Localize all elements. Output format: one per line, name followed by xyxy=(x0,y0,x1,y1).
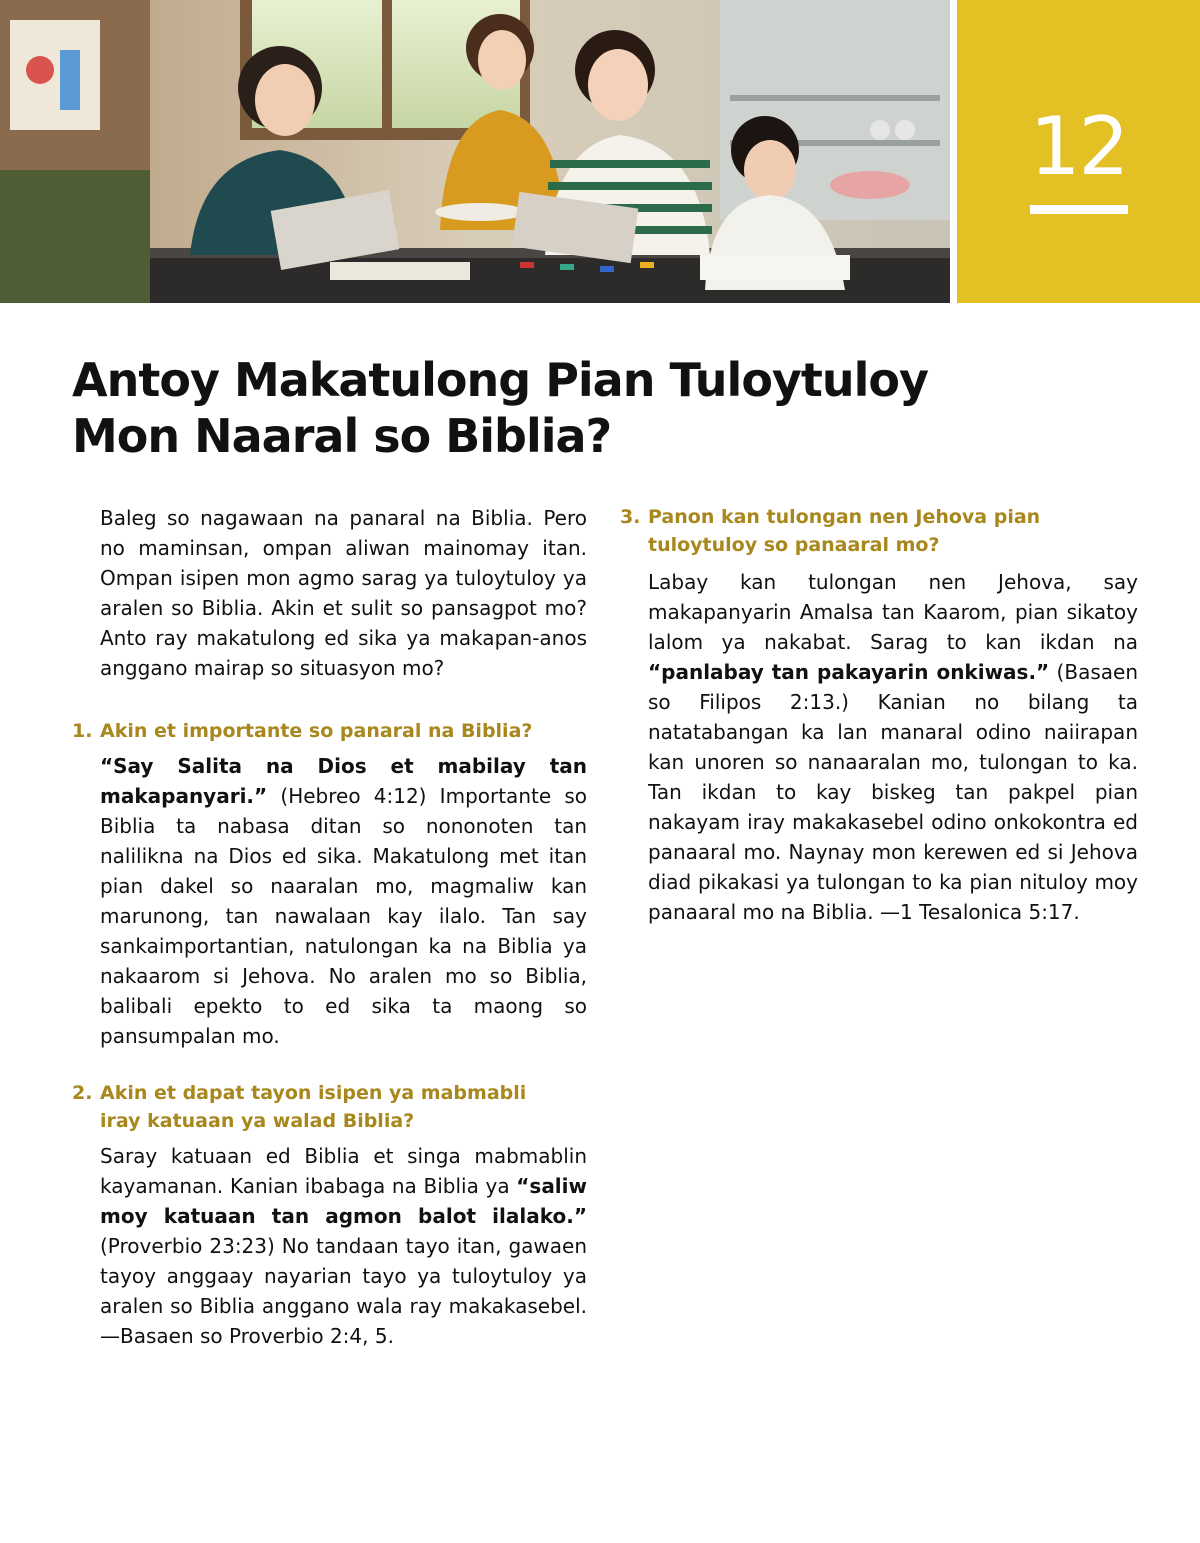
question-text-line-2: iray katuaan ya walad Biblia? xyxy=(100,1110,415,1132)
answer-lead: Saray katuaan ed Biblia et singa mabmablin kayamanan. Kanian ibabaga na Biblia ya xyxy=(100,1144,587,1198)
section-number: 2. xyxy=(72,1082,93,1104)
title-line-2: Mon Naaral so Biblia? xyxy=(72,409,612,463)
quote-bold: “panlabay tan pakayarin onkiwas.” xyxy=(648,660,1050,684)
hero-photo xyxy=(0,0,950,303)
chapter-underline xyxy=(1030,205,1128,214)
section-2-question xyxy=(72,1079,587,1135)
question-text-line-2: tuloytuloy so panaaral mo? xyxy=(648,534,940,556)
answer-text: (Basaen so Filipos 2:13.) Kanian no bilang ta natatabangan ka lan manaral odino naiirapan kan unoren so nanaaralan mo, tulongan to ka. Tan ikdan to kay biskeg tan pakpel pian nakayam iray makakasebel odino onkokontra ed panaaral mo. Naynay mon kerewen ed si Jehova diad pikakasi ya tulongan to ka pian nituloy moy panaaral mo na Biblia. —1 Tesalonica 5:17. xyxy=(648,660,1138,924)
left-column xyxy=(72,503,587,1351)
question-text-line-1: Akin et dapat tayon isipen ya mabmabli xyxy=(100,1082,527,1104)
quote-bold: “Say Salita na Dios et mabilay tan makapanyari.” xyxy=(100,754,587,808)
page-title xyxy=(72,352,972,464)
quote-bold: “saliw moy katuaan tan agmon balot ilalako.” xyxy=(100,1174,587,1228)
question-text: Akin et importante so panaral na Biblia? xyxy=(100,720,533,742)
answer-text: (Proverbio 23:23) No tandaan tayo itan, gawaen tayoy anggaay nayarian tayo ya tuloytuloy ya aralen so Biblia anggano wala ray makakasebel. —Basaen so Proverbio 2:4, 5. xyxy=(100,1234,587,1348)
question-text-line-1: Panon kan tulongan nen Jehova pian xyxy=(648,506,1041,528)
section-3-question xyxy=(620,503,1138,559)
right-column xyxy=(620,503,1138,927)
section-number: 1. xyxy=(72,720,93,742)
section-2-answer xyxy=(72,1141,587,1351)
section-1-answer xyxy=(72,751,587,1051)
chapter-number: 12 xyxy=(1029,100,1128,193)
section-1-question xyxy=(72,717,587,745)
title-line-1: Antoy Makatulong Pian Tuloytuloy xyxy=(72,353,928,407)
chapter-badge xyxy=(957,0,1200,303)
answer-lead: Labay kan tulongan nen Jehova, say makapanyarin Amalsa tan Kaarom, pian sikatoy lalom ya nakabat. Sarag to kan ikdan na xyxy=(648,570,1138,654)
intro-paragraph: Baleg so nagawaan na panaral na Biblia. Pero no maminsan, ompan aliwan mainomay itan. Ompan isipen mon agmo sarag ya tuloytuloy ya aralen so Biblia. Akin et sulit so pansagpot mo? Anto ray makatulong ed sika ya makapan-anos anggano mairap so situasyon mo? xyxy=(100,506,587,680)
answer-text: (Hebreo 4:12) Importante so Biblia ta nabasa ditan so nononoten tan nalilikna na Dios ed sika. Makatulong met itan pian dakel so naaralan mo, magmaliw kan marunong, tan nawalaan kay ilalo. Tan say sankaimportantian, natulongan ka na Biblia ya nakaarom si Jehova. No aralen mo so Biblia, balibali epekto to ed sika ta maong so pansumpalan mo. xyxy=(100,784,587,1048)
section-number: 3. xyxy=(620,506,641,528)
section-3-answer xyxy=(620,567,1138,927)
